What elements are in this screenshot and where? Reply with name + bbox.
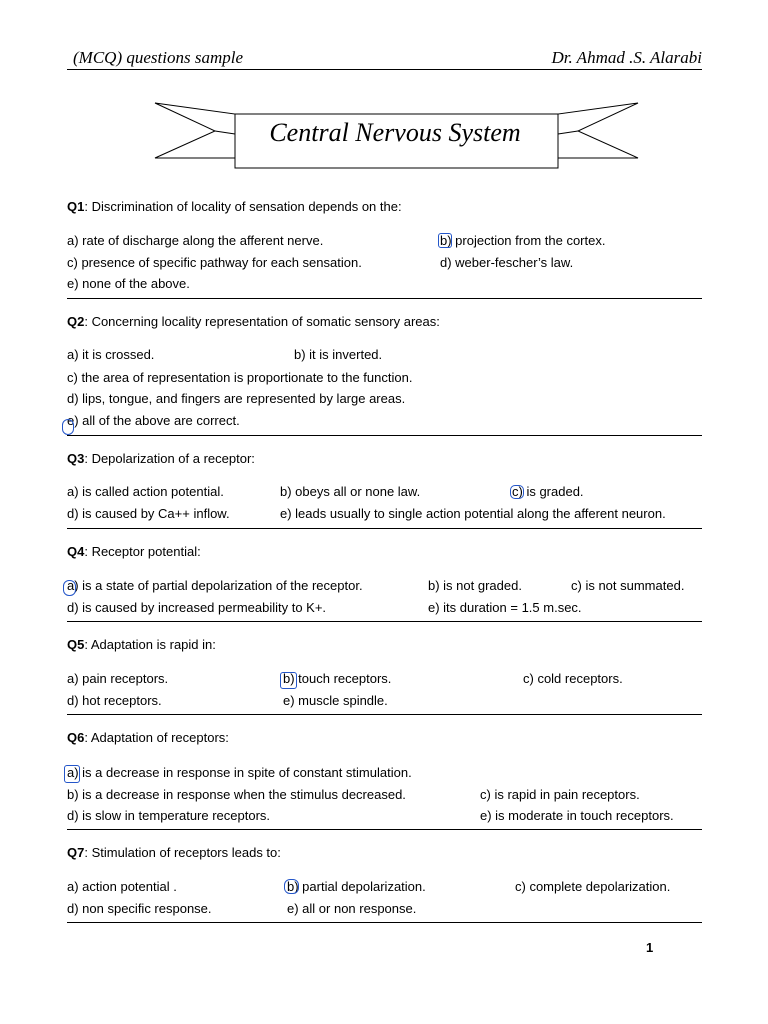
page-header: [67, 44, 702, 70]
question-5: [67, 634, 216, 656]
question-3: [67, 448, 255, 470]
option-d[interactable]: d) hot receptors.: [67, 693, 162, 708]
option-c[interactable]: c) cold receptors.: [523, 671, 623, 686]
question-text: : Concerning locality representation of somatic sensory areas:: [84, 314, 440, 329]
option-b[interactable]: b) it is inverted.: [294, 347, 383, 362]
question-6: [67, 727, 229, 749]
option-c[interactable]: c) presence of specific pathway for each sensation.: [67, 255, 362, 270]
option-a[interactable]: a) is a state of partial depolarization of the receptor.: [67, 578, 363, 593]
answer-mark: [280, 672, 297, 689]
question-number: Q5: [67, 637, 85, 652]
question-7: [67, 842, 281, 864]
option-d[interactable]: d) is caused by Ca++ inflow.: [67, 506, 230, 521]
title-banner: [153, 100, 640, 175]
option-c[interactable]: c) complete depolarization.: [515, 879, 671, 894]
option-c[interactable]: c) the area of representation is proportionate to the function.: [67, 370, 413, 385]
divider: [67, 829, 702, 830]
option-b[interactable]: b) partial depolarization.: [287, 879, 426, 894]
option-a[interactable]: a) rate of discharge along the afferent nerve.: [67, 233, 324, 248]
option-a[interactable]: a) it is crossed.: [67, 347, 155, 362]
answer-mark: [62, 419, 74, 435]
question-number: Q7: [67, 845, 85, 860]
header-author: Dr. Ahmad .S. Alarabi: [551, 48, 702, 67]
question-text: : Depolarization of a receptor:: [84, 451, 255, 466]
question-number: Q6: [67, 730, 85, 745]
option-e[interactable]: e) none of the above.: [67, 276, 190, 291]
option-a[interactable]: a) is a decrease in response in spite of constant stimulation.: [67, 765, 412, 780]
question-number: Q1: [67, 199, 85, 214]
divider: [67, 922, 702, 923]
question-text: : Stimulation of receptors leads to:: [84, 845, 281, 860]
option-b[interactable]: b) projection from the cortex.: [440, 233, 606, 248]
question-4: [67, 541, 201, 563]
option-e[interactable]: e) muscle spindle.: [283, 693, 388, 708]
answer-mark: [63, 580, 76, 596]
option-a[interactable]: a) pain receptors.: [67, 671, 169, 686]
question-text: : Receptor potential:: [84, 544, 201, 559]
question-number: Q3: [67, 451, 85, 466]
page-number: 1: [646, 940, 654, 955]
answer-mark: [64, 765, 80, 783]
option-b[interactable]: b) obeys all or none law.: [280, 484, 421, 499]
divider: [67, 528, 702, 529]
option-d[interactable]: d) lips, tongue, and fingers are represented by large areas.: [67, 391, 406, 406]
option-b[interactable]: b) is a decrease in response when the stimulus decreased.: [67, 787, 406, 802]
question-1: [67, 196, 402, 218]
question-text: : Discrimination of locality of sensation depends on the:: [84, 199, 402, 214]
divider: [67, 621, 702, 622]
option-d[interactable]: d) is slow in temperature receptors.: [67, 808, 271, 823]
option-e[interactable]: e) its duration = 1.5 m.sec.: [428, 600, 582, 615]
option-c[interactable]: c) is graded.: [512, 484, 584, 499]
question-number: Q2: [67, 314, 85, 329]
option-a[interactable]: a) action potential .: [67, 879, 177, 894]
option-c[interactable]: c) is not summated.: [571, 578, 685, 593]
header-title: (MCQ) questions sample: [73, 48, 243, 67]
divider: [67, 714, 702, 715]
option-d[interactable]: d) is caused by increased permeability to K+.: [67, 600, 327, 615]
divider: [67, 298, 702, 299]
option-e[interactable]: e) leads usually to single action potential along the afferent neuron.: [280, 506, 666, 521]
option-b[interactable]: b) is not graded.: [428, 578, 522, 593]
answer-mark: [510, 485, 524, 499]
option-e[interactable]: e) is moderate in touch receptors.: [480, 808, 674, 823]
question-2: [67, 311, 440, 333]
answer-mark: [438, 233, 452, 248]
option-e[interactable]: e) all or non response.: [287, 901, 417, 916]
answer-mark: [284, 879, 299, 894]
question-number: Q4: [67, 544, 85, 559]
option-e[interactable]: e) all of the above are correct.: [67, 413, 240, 428]
option-d[interactable]: d) non specific response.: [67, 901, 212, 916]
option-a[interactable]: a) is called action potential.: [67, 484, 224, 499]
page-title: Central Nervous System: [269, 118, 521, 147]
question-text: : Adaptation of receptors:: [84, 730, 229, 745]
option-d[interactable]: d) weber-fescher’s law.: [440, 255, 574, 270]
divider: [67, 435, 702, 436]
question-text: : Adaptation is rapid in:: [84, 637, 216, 652]
option-b[interactable]: b) touch receptors.: [283, 671, 392, 686]
option-c[interactable]: c) is rapid in pain receptors.: [480, 787, 640, 802]
